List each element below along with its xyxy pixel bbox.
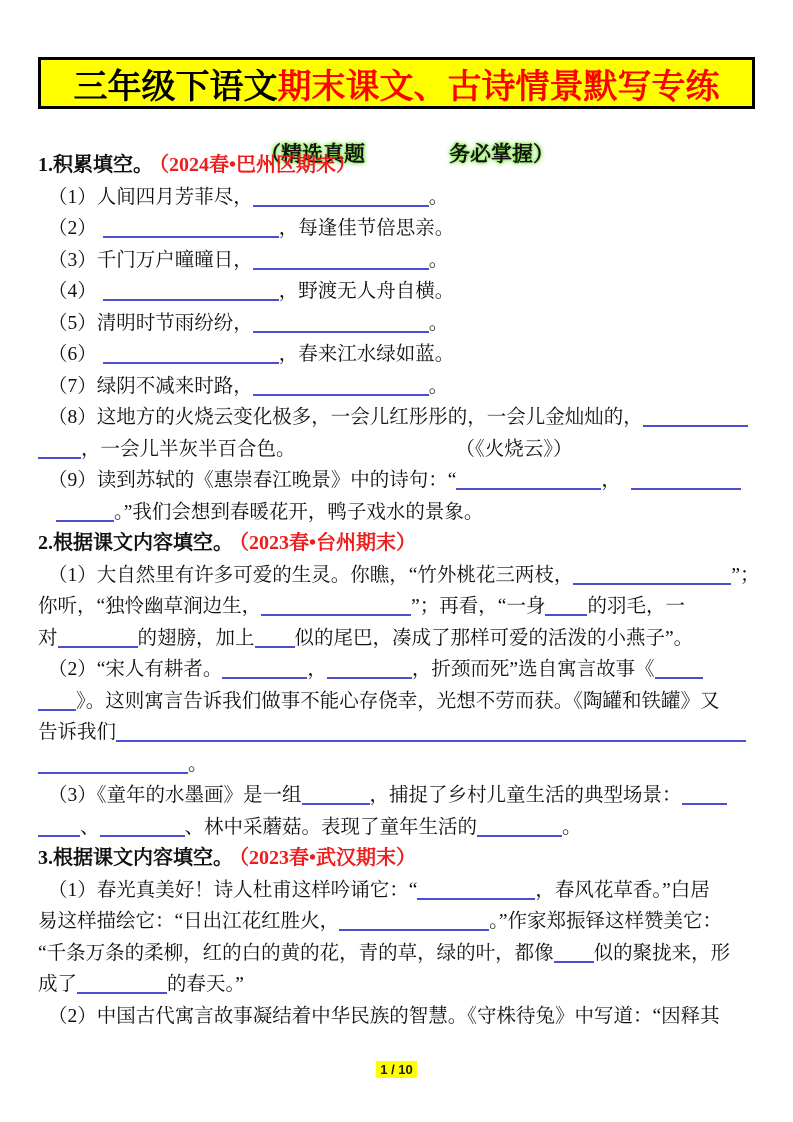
- text-run: （2）“宋人有耕者。: [48, 659, 223, 680]
- section-heading: [38, 843, 755, 875]
- text-run: 。: [428, 186, 449, 208]
- text-run: （9）读到苏轼的《惠崇春江晚景》中的诗句：“: [48, 470, 457, 491]
- text-run: ，一会儿半灰半百合色。: [81, 438, 296, 460]
- question-line: [38, 812, 755, 844]
- blank-line: [643, 405, 748, 427]
- question-line: [38, 591, 755, 623]
- blank-line: [116, 720, 746, 742]
- blank-line: [56, 500, 114, 522]
- text-run: （5）清明时节雨纷纷，: [48, 312, 253, 334]
- text-run: （《火烧云》）: [455, 438, 573, 460]
- spacer: [38, 517, 56, 518]
- blank-line: [100, 815, 185, 837]
- text-run: ，春来江水绿如蓝。: [278, 344, 455, 365]
- text-run: （1）人间四月芳菲尽，: [48, 186, 253, 208]
- question-line: [38, 623, 755, 655]
- blank-line: [253, 311, 429, 333]
- text-run: （1）春光真美好！诗人杜甫这样吟诵它：“: [48, 879, 418, 901]
- blank-line: [327, 657, 412, 679]
- blank-line: [477, 815, 562, 837]
- text-run: 的春天。”: [167, 974, 244, 995]
- blank-line: [58, 626, 138, 648]
- text-run: 。: [188, 753, 208, 775]
- text-run: （3）千门万户曈曈日，: [48, 249, 253, 271]
- question-line: [38, 969, 755, 1001]
- page-number: 1 / 10: [376, 1061, 417, 1078]
- question-line: [38, 686, 755, 718]
- blank-line: [222, 657, 307, 679]
- question-line: [38, 717, 755, 749]
- question-line: [38, 560, 760, 592]
- page-title-topic: 期末课文、古诗情景默写专练: [277, 68, 720, 106]
- question-line: [38, 1001, 755, 1033]
- text-run: 。: [562, 816, 582, 838]
- text-run: 。: [428, 249, 449, 271]
- text-run: 。”作家郑振铎这样赞美它：: [489, 911, 723, 932]
- text-run: （6）: [48, 344, 97, 365]
- spacer: [621, 485, 631, 486]
- section-source: （2023春•武汉期末）: [239, 847, 417, 869]
- blank-line: [261, 594, 411, 616]
- blank-line: [682, 783, 727, 805]
- question-line: [38, 875, 755, 907]
- text-run: 似的尾巴，凑成了那样可爱的活泼的小燕子”。: [294, 627, 694, 649]
- blank-line: [38, 689, 76, 711]
- question-line: [38, 308, 755, 340]
- section-heading: [38, 528, 755, 560]
- text-run: 、林中采蘑菇。表现了童年生活的: [184, 816, 478, 838]
- text-run: ”；: [731, 564, 760, 586]
- blank-line: [103, 279, 279, 301]
- text-run: 易这样描绘它：“日出江花红胜火，: [38, 911, 340, 932]
- text-run: ，折颈而死”选自寓言故事《: [411, 659, 655, 680]
- question-line: [38, 371, 755, 403]
- question-line: [38, 497, 755, 529]
- text-run: 。: [428, 375, 449, 397]
- blank-line: [103, 342, 279, 364]
- section-source: （2023春•台州期末）: [239, 532, 417, 554]
- section-title: 2.根据课文内容填空。: [38, 532, 233, 554]
- text-run: 你听，“独怜幽草涧边生，: [38, 596, 262, 617]
- text-run: （2）: [48, 218, 97, 239]
- question-line: [38, 276, 755, 308]
- question-line: [38, 402, 755, 434]
- section-source: （2024春•巴州区期末）: [159, 154, 357, 176]
- question-line: [38, 182, 755, 214]
- text-run: ，春风花草香。”白居: [535, 879, 710, 901]
- text-run: 。”我们会想到春暖花开，鸭子戏水的景象。: [114, 501, 484, 523]
- blank-line: [253, 185, 429, 207]
- text-run: （3）《童年的水墨画》是一组: [48, 785, 302, 806]
- blank-line: [339, 909, 489, 931]
- section-title: 3.根据课文内容填空。: [38, 847, 233, 869]
- question-line: [38, 749, 755, 781]
- text-run: （4）: [48, 281, 97, 302]
- blank-line: [253, 248, 429, 270]
- blank-line: [77, 972, 167, 994]
- section-title: 1.积累填空。: [38, 154, 153, 176]
- text-run: ”；再看，“一身: [411, 596, 546, 617]
- blank-line: [545, 594, 587, 616]
- question-line: [38, 245, 755, 277]
- blank-line: [38, 752, 188, 774]
- question-line: [38, 654, 755, 686]
- section-heading: [38, 150, 755, 182]
- text-run: 的羽毛，一: [587, 596, 685, 617]
- text-run: 》。这则寓言告诉我们做事不能心存侥幸，光想不劳而获。《陶罐和铁罐》又: [76, 690, 720, 712]
- question-line: [38, 780, 755, 812]
- blank-line: [554, 941, 594, 963]
- text-run: ，: [601, 470, 621, 491]
- text-run: ，野渡无人舟自横。: [278, 281, 455, 302]
- page-footer: [0, 1061, 793, 1079]
- question-line: [38, 339, 755, 371]
- text-run: （7）绿阴不减来时路，: [48, 375, 253, 397]
- text-run: “千条万条的柔柳，红的白的黄的花，青的草，绿的叶，都像: [38, 942, 554, 964]
- question-line: [38, 465, 755, 497]
- blank-line: [573, 563, 731, 585]
- blank-line: [38, 815, 80, 837]
- blank-line: [456, 468, 601, 490]
- blank-line: [38, 437, 81, 459]
- question-line: [38, 213, 755, 245]
- blank-line: [417, 878, 535, 900]
- text-run: 、: [80, 816, 100, 838]
- text-run: 的翅膀，加上: [137, 627, 255, 649]
- subtitle-text: （精选真题 务必掌握）: [260, 142, 554, 166]
- blank-line: [253, 374, 429, 396]
- question-line: [38, 434, 755, 466]
- worksheet-content: [38, 150, 760, 1032]
- blank-line: [655, 657, 703, 679]
- text-run: （8）这地方的火烧云变化极多，一会儿红彤彤的，一会儿金灿灿的，: [48, 407, 643, 428]
- text-run: ，每逢佳节倍思亲。: [278, 218, 455, 239]
- text-run: 似的聚拢来，形: [593, 942, 731, 964]
- title-banner: [38, 57, 755, 109]
- text-run: ，捕捉了乡村儿童生活的典型场景：: [369, 785, 682, 806]
- spacer: [296, 454, 456, 455]
- blank-line: [631, 468, 741, 490]
- text-run: （2）中国古代寓言故事凝结着中华民族的智慧。《守株待兔》中写道：“因释其: [48, 1005, 720, 1027]
- text-run: 对: [38, 627, 58, 649]
- text-run: 成了: [38, 974, 78, 995]
- question-line: [38, 906, 755, 938]
- blank-line: [255, 626, 295, 648]
- text-run: （1）大自然里有许多可爱的生灵。你瞧，“竹外桃花三两枝，: [48, 564, 574, 586]
- question-line: [38, 938, 755, 970]
- text-run: ，: [307, 659, 327, 680]
- text-run: 。: [428, 312, 449, 334]
- page-title-grade: 三年级下语文: [73, 68, 278, 106]
- blank-line: [103, 216, 279, 238]
- blank-line: [302, 783, 370, 805]
- text-run: 告诉我们: [38, 722, 117, 743]
